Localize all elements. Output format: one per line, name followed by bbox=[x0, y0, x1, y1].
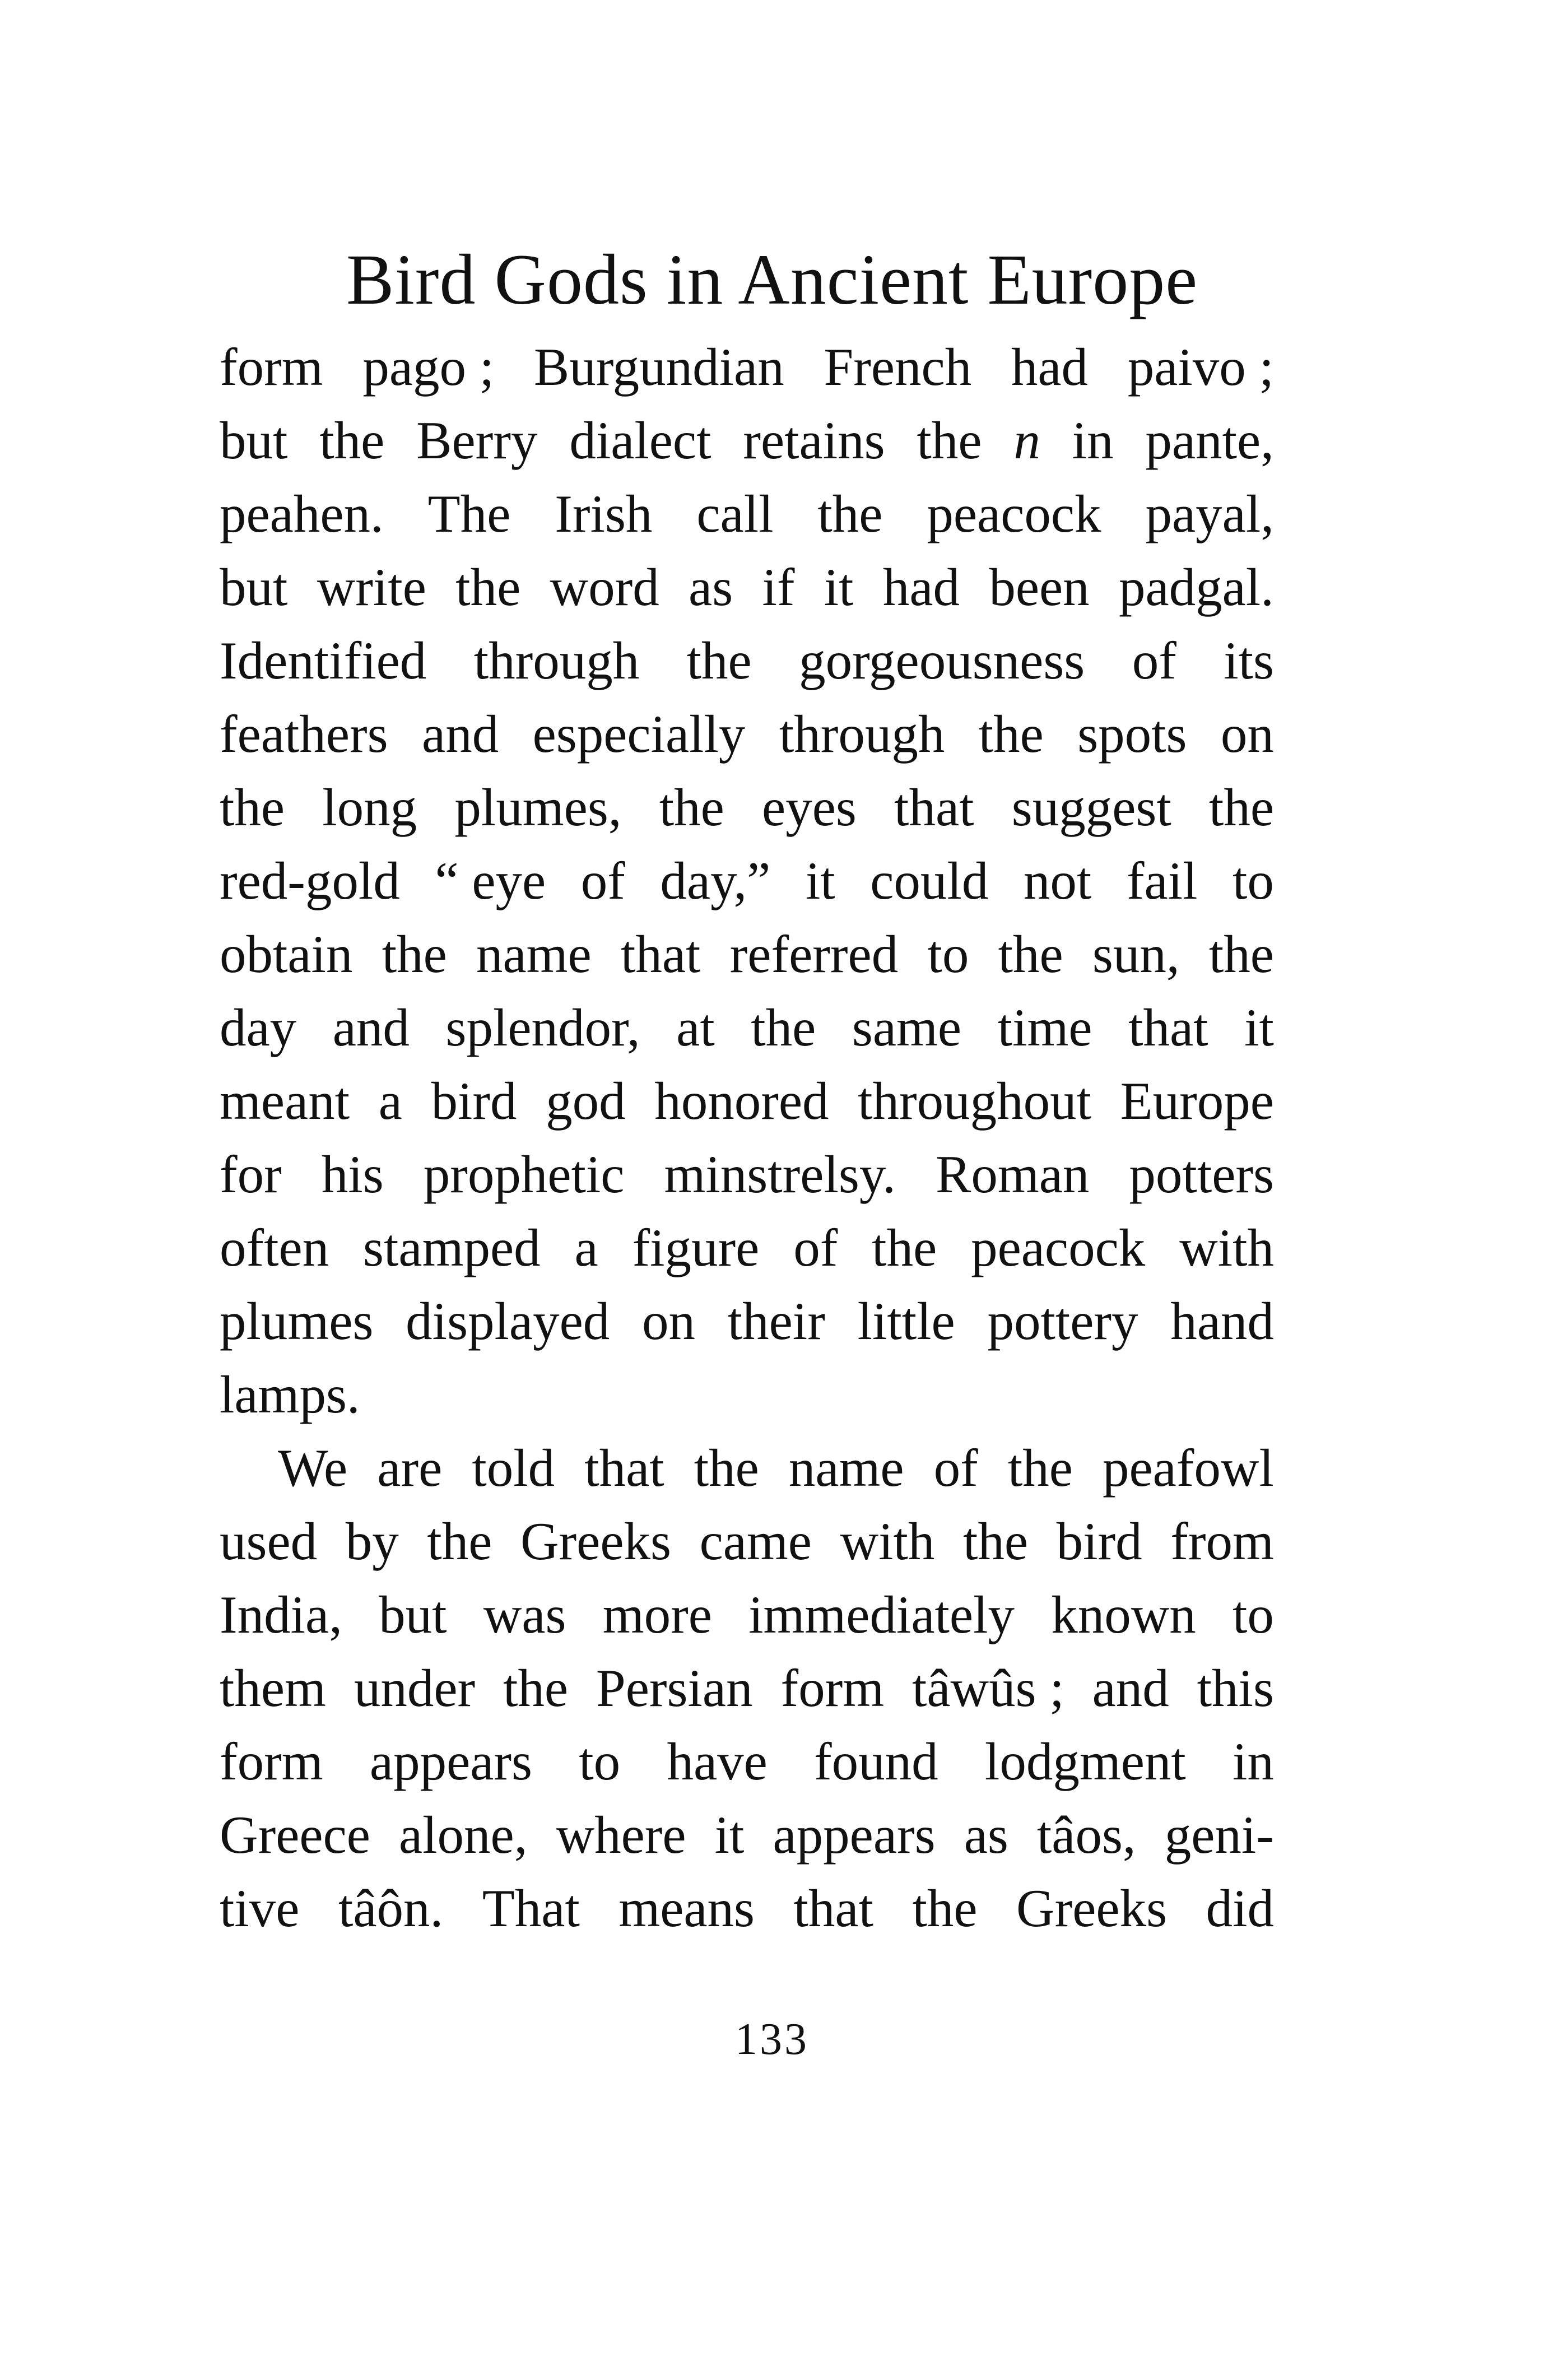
word: prophetic bbox=[423, 1145, 625, 1204]
word: plumes bbox=[220, 1291, 374, 1351]
word: the bbox=[427, 1512, 492, 1571]
word: and bbox=[332, 998, 410, 1057]
word: this bbox=[1197, 1658, 1274, 1718]
word: word bbox=[550, 557, 659, 617]
text-line bbox=[220, 698, 1274, 771]
word: padgal. bbox=[1118, 557, 1274, 617]
text-line bbox=[220, 1652, 1274, 1725]
word: the bbox=[220, 778, 285, 837]
word: pago ; bbox=[362, 337, 495, 397]
word: did bbox=[1206, 1879, 1274, 1938]
word: at bbox=[676, 998, 715, 1057]
word: its bbox=[1224, 631, 1274, 690]
word: on bbox=[1220, 704, 1274, 764]
word: lodgment bbox=[984, 1732, 1186, 1791]
word: immediately bbox=[748, 1585, 1015, 1644]
word: under bbox=[354, 1658, 476, 1718]
text-line bbox=[220, 1505, 1274, 1578]
word: of bbox=[793, 1218, 838, 1277]
word: the bbox=[686, 631, 752, 690]
word: of bbox=[1132, 631, 1176, 690]
word: are bbox=[377, 1438, 443, 1498]
word: lamps. bbox=[220, 1365, 360, 1424]
word: the bbox=[455, 557, 521, 617]
word: pottery bbox=[987, 1291, 1138, 1351]
word: dialect bbox=[569, 411, 711, 470]
word: god bbox=[546, 1071, 626, 1131]
word: means bbox=[618, 1879, 755, 1938]
word: in bbox=[1233, 1732, 1274, 1791]
word: hand bbox=[1170, 1291, 1274, 1351]
word: peacock bbox=[927, 484, 1101, 543]
word: name bbox=[788, 1438, 904, 1498]
word: to bbox=[1233, 1585, 1274, 1644]
word: more bbox=[602, 1585, 712, 1644]
word: the bbox=[963, 1512, 1029, 1571]
word: the bbox=[817, 484, 883, 543]
word: to bbox=[579, 1732, 621, 1791]
word: it bbox=[1244, 998, 1274, 1057]
word: a bbox=[378, 1071, 402, 1131]
word: call bbox=[696, 484, 774, 543]
word: honored bbox=[654, 1071, 829, 1131]
word: Europe bbox=[1120, 1071, 1274, 1131]
word: payal, bbox=[1145, 484, 1274, 543]
word: the bbox=[1208, 924, 1274, 984]
word: through bbox=[779, 704, 945, 764]
text-line bbox=[220, 918, 1274, 991]
word: eyes bbox=[762, 778, 857, 837]
word: Greece bbox=[220, 1805, 370, 1865]
word: but bbox=[220, 557, 288, 617]
word: with bbox=[1179, 1218, 1274, 1277]
word: tive bbox=[220, 1879, 300, 1938]
word: appears bbox=[369, 1732, 533, 1791]
word: plumes, bbox=[454, 778, 622, 837]
word: the bbox=[751, 998, 816, 1057]
word: but bbox=[220, 411, 288, 470]
running-head: Bird Gods in Ancient Europe bbox=[346, 240, 1198, 319]
text-line bbox=[220, 624, 1274, 698]
word: write bbox=[317, 557, 426, 617]
word: time bbox=[997, 998, 1092, 1057]
word: red-gold bbox=[220, 851, 400, 910]
word: of bbox=[580, 851, 625, 910]
word: India, bbox=[220, 1585, 342, 1644]
text-line bbox=[220, 1138, 1274, 1211]
text-line bbox=[220, 404, 1274, 477]
word: Burgundian bbox=[533, 337, 784, 397]
text-line bbox=[220, 551, 1274, 624]
word: and bbox=[1092, 1658, 1169, 1718]
word: have bbox=[667, 1732, 768, 1791]
text-line bbox=[220, 991, 1274, 1065]
word: “ eye bbox=[435, 851, 546, 910]
word: same bbox=[852, 998, 962, 1057]
word: appears bbox=[773, 1805, 936, 1865]
word: the bbox=[912, 1879, 978, 1938]
word: by bbox=[345, 1512, 399, 1571]
word: n bbox=[1013, 411, 1040, 470]
word: told bbox=[472, 1438, 555, 1498]
word: long bbox=[322, 778, 417, 837]
word: the bbox=[998, 924, 1063, 984]
word: form bbox=[220, 337, 323, 397]
word: displayed bbox=[406, 1291, 610, 1351]
word: for bbox=[220, 1145, 282, 1204]
word: tâôn. bbox=[338, 1879, 444, 1938]
word: the bbox=[1007, 1438, 1073, 1498]
text-line bbox=[220, 1358, 1274, 1431]
page-number: 133 bbox=[735, 2015, 809, 2064]
word: that bbox=[1128, 998, 1208, 1057]
text-line bbox=[220, 844, 1274, 918]
word: peacock bbox=[971, 1218, 1146, 1277]
word: figure bbox=[632, 1218, 760, 1277]
word: with bbox=[840, 1512, 935, 1571]
word: in bbox=[1072, 411, 1114, 470]
word: that bbox=[894, 778, 974, 837]
word: That bbox=[482, 1879, 580, 1938]
word: if bbox=[762, 557, 795, 617]
word: Berry bbox=[416, 411, 538, 470]
word: known bbox=[1051, 1585, 1196, 1644]
word: pante, bbox=[1145, 411, 1274, 470]
word: where bbox=[556, 1805, 686, 1865]
word: not bbox=[1023, 851, 1092, 910]
word: as bbox=[689, 557, 733, 617]
text-line bbox=[220, 477, 1274, 551]
word: paivo ; bbox=[1127, 337, 1274, 397]
word: used bbox=[220, 1512, 318, 1571]
text-line bbox=[220, 331, 1274, 404]
word: little bbox=[857, 1291, 955, 1351]
word: day bbox=[220, 998, 297, 1057]
word: gorgeousness bbox=[799, 631, 1085, 690]
body-text bbox=[220, 331, 1274, 1945]
word: meant bbox=[220, 1071, 350, 1131]
word: that bbox=[793, 1879, 873, 1938]
word: to bbox=[1233, 851, 1274, 910]
word: his bbox=[321, 1145, 384, 1204]
word: form bbox=[220, 1732, 323, 1791]
word: Irish bbox=[555, 484, 653, 543]
word: the bbox=[382, 924, 447, 984]
text-line bbox=[220, 1285, 1274, 1358]
word: the bbox=[1208, 778, 1274, 837]
word: throughout bbox=[858, 1071, 1092, 1131]
word: Roman bbox=[935, 1145, 1090, 1204]
word: them bbox=[220, 1658, 326, 1718]
word: retains bbox=[743, 411, 885, 470]
word: been bbox=[989, 557, 1090, 617]
word: suggest bbox=[1011, 778, 1171, 837]
text-line bbox=[220, 1065, 1274, 1138]
word: tâwûs ; bbox=[911, 1658, 1064, 1718]
word: spots bbox=[1077, 704, 1187, 764]
word: sun, bbox=[1092, 924, 1180, 984]
word: feathers bbox=[220, 704, 388, 764]
word: the bbox=[872, 1218, 937, 1277]
word: peafowl bbox=[1102, 1438, 1274, 1498]
word: and bbox=[422, 704, 499, 764]
word: fail bbox=[1126, 851, 1198, 910]
word: could bbox=[870, 851, 989, 910]
word: especially bbox=[532, 704, 746, 764]
word: minstrelsy. bbox=[664, 1145, 896, 1204]
word: to bbox=[927, 924, 969, 984]
text-line bbox=[220, 1211, 1274, 1285]
word: a bbox=[574, 1218, 598, 1277]
word: form bbox=[780, 1658, 885, 1718]
text-line bbox=[220, 1872, 1274, 1945]
word: peahen. bbox=[220, 484, 384, 543]
word: as bbox=[964, 1805, 1008, 1865]
word: tâos, bbox=[1036, 1805, 1136, 1865]
word: that bbox=[620, 924, 701, 984]
word: the bbox=[319, 411, 385, 470]
word: Persian bbox=[596, 1658, 753, 1718]
word: splendor, bbox=[445, 998, 640, 1057]
word: found bbox=[814, 1732, 938, 1791]
word: of bbox=[933, 1438, 978, 1498]
word: stamped bbox=[363, 1218, 541, 1277]
word: it bbox=[824, 557, 854, 617]
word: the bbox=[917, 411, 982, 470]
word: but bbox=[379, 1585, 447, 1644]
text-line bbox=[220, 1725, 1274, 1798]
word: their bbox=[727, 1291, 825, 1351]
word: Greeks bbox=[520, 1512, 671, 1571]
word: alone, bbox=[398, 1805, 528, 1865]
word: The bbox=[427, 484, 511, 543]
word: it bbox=[714, 1805, 745, 1865]
word: came bbox=[699, 1512, 812, 1571]
word: We bbox=[278, 1438, 348, 1498]
word: the bbox=[978, 704, 1044, 764]
word: on bbox=[642, 1291, 695, 1351]
word: Identified bbox=[220, 631, 427, 690]
word: the bbox=[659, 778, 724, 837]
word: from bbox=[1170, 1512, 1274, 1571]
word: often bbox=[220, 1218, 329, 1277]
word: that bbox=[584, 1438, 664, 1498]
word: referred bbox=[729, 924, 899, 984]
text-line bbox=[220, 1578, 1274, 1652]
word: obtain bbox=[220, 924, 353, 984]
word: potters bbox=[1129, 1145, 1274, 1204]
text-line bbox=[220, 1798, 1274, 1872]
word: French bbox=[824, 337, 972, 397]
word: it bbox=[805, 851, 835, 910]
word: had bbox=[882, 557, 960, 617]
word: the bbox=[503, 1658, 569, 1718]
text-line bbox=[220, 771, 1274, 844]
word: geni- bbox=[1164, 1805, 1274, 1865]
text-line bbox=[220, 1431, 1274, 1505]
word: had bbox=[1011, 337, 1089, 397]
word: was bbox=[483, 1585, 566, 1644]
word: day,” bbox=[660, 851, 771, 910]
word: the bbox=[694, 1438, 759, 1498]
word: bird bbox=[431, 1071, 517, 1131]
word: Greeks bbox=[1016, 1879, 1168, 1938]
word: through bbox=[473, 631, 640, 690]
word: name bbox=[476, 924, 592, 984]
word: bird bbox=[1056, 1512, 1142, 1571]
